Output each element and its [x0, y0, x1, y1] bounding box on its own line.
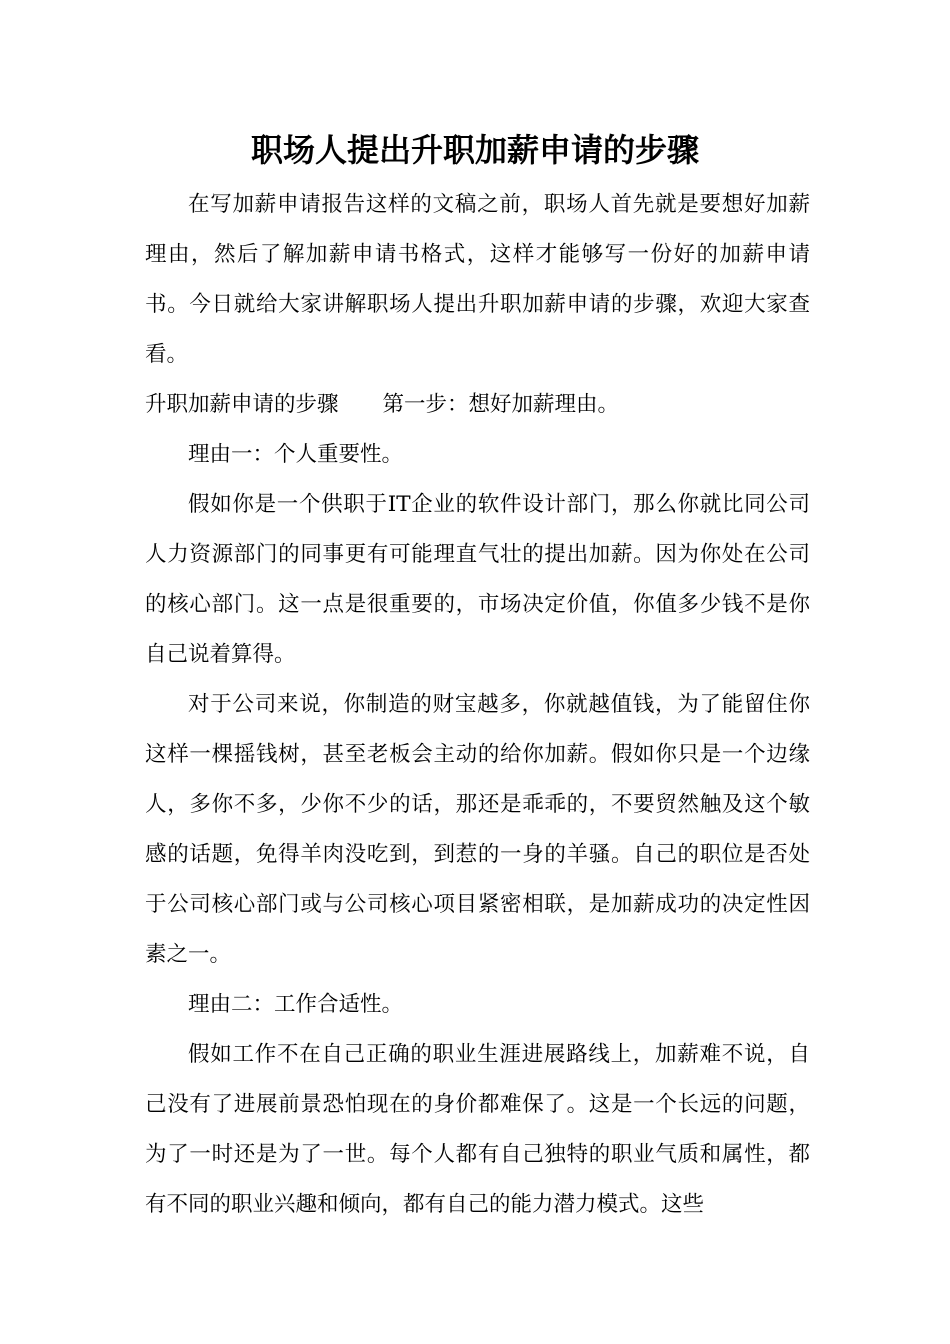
- paragraph-reason-two-body: 假如工作不在自己正确的职业生涯进展路线上，加薪难不说，自己没有了进展前景恐怕现在的身价都难保了。这是一个长远的问题，为了一时还是为了一世。每个人都有自己独特的职业气质和属性，都有不同的职业兴趣和倾向，都有自己的能力潜力模式。这些: [145, 1042, 810, 1217]
- section-heading-line: [145, 380, 810, 430]
- paragraph-reason-one-title: 理由一：个人重要性。: [188, 442, 404, 467]
- paragraph-reason-two-title: 理由二：工作合适性。: [188, 992, 404, 1017]
- document-body: [145, 180, 810, 1230]
- document-title: 职场人提出升职加薪申请的步骤: [250, 131, 699, 169]
- paragraph-reason-one-body-2: 对于公司来说，你制造的财宝越多，你就越值钱，为了能留住你这样一棵摇钱树，甚至老板会主动的给你加薪。假如你只是一个边缘人，多你不多，少你不少的话，那还是乖乖的，不要贸然触及这个敏感的话题，免得羊肉没吃到，到惹的一身的羊骚。自己的职位是否处于公司核心部门或与公司核心项目紧密相联，是加薪成功的决定性因素之一。: [145, 692, 810, 967]
- paragraph-intro: 在写加薪申请报告这样的文稿之前，职场人首先就是要想好加薪理由，然后了解加薪申请书格式，这样才能够写一份好的加薪申请书。今日就给大家讲解职场人提出升职加薪申请的步骤，欢迎大家查看。: [145, 192, 810, 367]
- section-heading-left: 升职加薪申请的步骤: [145, 392, 339, 417]
- section-heading-right: 第一步：想好加薪理由。: [382, 392, 620, 417]
- paragraph-reason-one-body-1: 假如你是一个供职于IT企业的软件设计部门，那么你就比同公司人力资源部门的同事更有可能理直气壮的提出加薪。因为你处在公司的核心部门。这一点是很重要的，市场决定价值，你值多少钱不是你自己说着算得。: [145, 492, 810, 667]
